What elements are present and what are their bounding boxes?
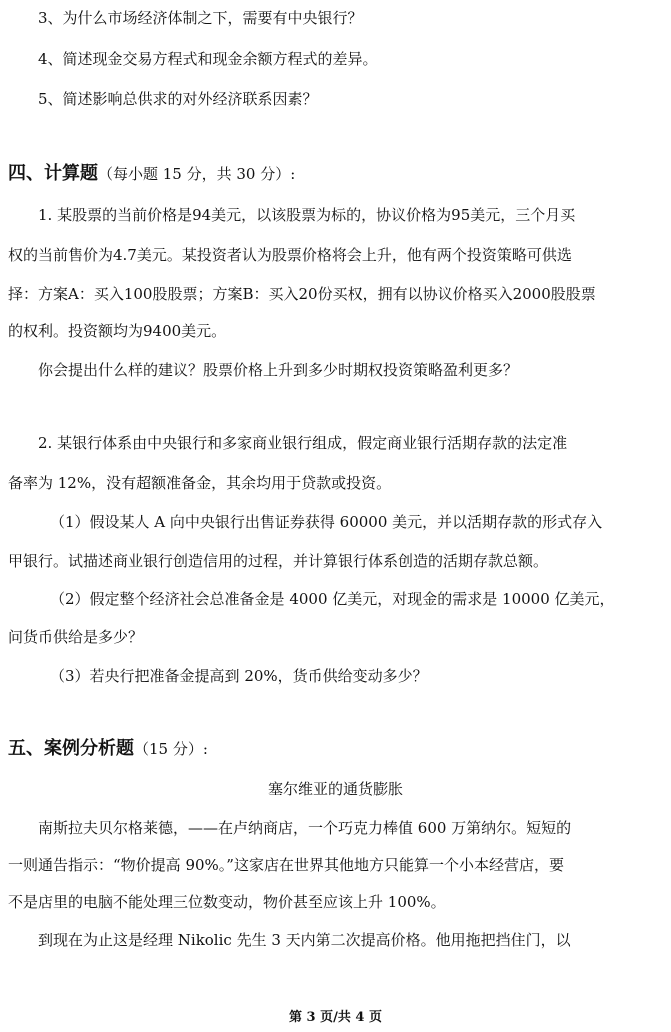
q2-line: 备率为 12%，没有超额准备金，其余均用于贷款或投资。 <box>8 474 392 492</box>
question-3: 3、为什么市场经济体制之下，需要有中央银行？ <box>38 9 363 27</box>
case-line: 不是店里的电脑不能处理三位数变动，物价甚至应该上升 100%。 <box>8 893 446 911</box>
section-4-heading <box>0 162 671 186</box>
case-line: 到现在为止这是经理 Nikolic 先生 3 天内第二次提高价格。他用拖把挡住门，以 <box>38 931 571 949</box>
section-4-title: 四、计算题 <box>8 163 98 184</box>
page-footer: 第 3 页/共 4 页 <box>289 1010 382 1025</box>
section-5-title: 五、案例分析题 <box>8 738 134 759</box>
q1-line: 的权利。投资额均为9400美元。 <box>8 322 227 340</box>
q1-line: 择：方案A：买入100股股票；方案B：买入20份买权，拥有以协议价格买入2000股股票 <box>8 285 596 303</box>
q1-line: 你会提出什么样的建议？股票价格上升到多少时期权投资策略盈利更多？ <box>38 361 519 379</box>
case-line: 南斯拉夫贝尔格莱德，——在卢纳商店，一个巧克力棒值 600 万第纳尔。短短的 <box>38 819 572 837</box>
section-5-heading <box>0 737 671 761</box>
q1-line: 权的当前售价为4.7美元。某投资者认为股票价格将会上升，他有两个投资策略可供选 <box>8 246 572 264</box>
question-4: 4、简述现金交易方程式和现金余额方程式的差异。 <box>38 50 378 68</box>
q2-line: （1）假设某人 A 向中央银行出售证券获得 60000 美元，并以活期存款的形式存入 <box>50 513 603 531</box>
q2-line: （2）假定整个经济社会总准备金是 4000 亿美元，对现金的需求是 10000 亿美元， <box>50 590 615 608</box>
section-5-note: （15 分）: <box>134 740 208 758</box>
q2-line: （3）若央行把准备金提高到 20%，货币供给变动多少？ <box>50 667 428 685</box>
question-5: 5、简述影响总供求的对外经济联系因素？ <box>38 90 318 108</box>
case-line: 一则通告指示：“物价提高 90%。”这家店在世界其他地方只能算一个小本经营店，要 <box>8 856 564 874</box>
q2-line: 2. 某银行体系由中央银行和多家商业银行组成，假定商业银行活期存款的法定准 <box>38 434 568 452</box>
case-title: 塞尔维亚的通货膨胀 <box>267 780 403 798</box>
q1-line: 1. 某股票的当前价格是94美元，以该股票为标的，协议价格为95美元，三个月买 <box>38 206 576 224</box>
q2-line: 问货币供给是多少？ <box>8 628 144 646</box>
section-4-note: （每小题 15 分，共 30 分）: <box>98 165 296 183</box>
q2-line: 甲银行。试描述商业银行创造信用的过程，并计算银行体系创造的活期存款总额。 <box>8 552 549 570</box>
